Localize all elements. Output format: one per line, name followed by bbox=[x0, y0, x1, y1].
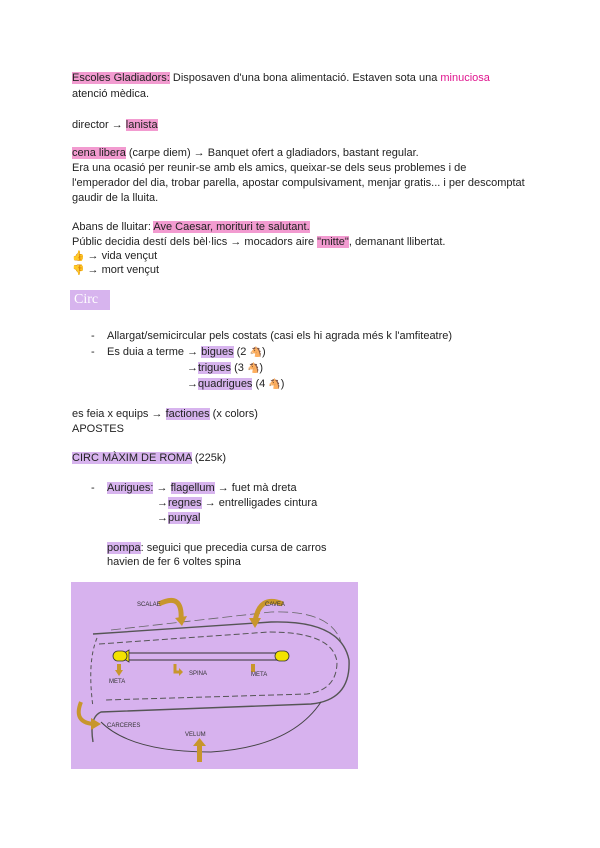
highlight-ave: Ave Caesar, morituri te salutant. bbox=[153, 221, 310, 233]
abans-line: Abans de lluitar: Ave Caesar, morituri te salutant. bbox=[72, 221, 310, 233]
horse-icon: 🐴 bbox=[268, 379, 281, 390]
highlight-circ-maxim: CIRC MÀXIM DE ROMA bbox=[72, 452, 192, 464]
highlight-quadrigues: quadrigues bbox=[198, 378, 253, 390]
bullet-2-quadrigues: →quadrigues (4 🐴) bbox=[187, 378, 285, 390]
meta-right-arrow bbox=[251, 664, 255, 672]
bullet-2-trigues: →trigues (3 🐴) bbox=[187, 362, 264, 374]
highlight-factiones: factiones bbox=[165, 408, 210, 420]
label-velum: VELUM bbox=[185, 732, 206, 738]
velum-arrow bbox=[197, 744, 202, 762]
highlight-escoles: Escoles Gladiadors: bbox=[72, 72, 170, 84]
label-meta-left: META bbox=[109, 679, 126, 685]
bullet-2: Es duia a terme → bigues (2 🐴) bbox=[107, 346, 266, 358]
public-line: Públic decidia destí dels bèl·lics → mocadors aire "mitte", demanant llibertat. bbox=[72, 236, 446, 248]
factiones-line: es feia x equips → factiones (x colors) bbox=[72, 408, 258, 420]
label-scalae: SCALAE bbox=[137, 602, 161, 608]
aurigues-line-3: →punyal bbox=[157, 512, 201, 524]
label-cavea: CAVEA bbox=[265, 602, 285, 608]
intro-line-1: Escoles Gladiadors: Disposaven d'una bona alimentació. Estaven sota una minuciosa bbox=[72, 72, 490, 84]
circ-heading: Circ bbox=[70, 290, 110, 310]
bullet-marker-2: - bbox=[91, 346, 95, 358]
aurigues-line-1: Aurigues: → flagellum → fuet mà dreta bbox=[107, 482, 297, 494]
thumbs-up-line: 👍 → vida vençut bbox=[72, 250, 158, 262]
director-line: director → lanista bbox=[72, 119, 158, 131]
pompa-line-1: pompa: seguici que precedia cursa de carros bbox=[107, 542, 327, 554]
meta-right-cap bbox=[275, 651, 289, 661]
apostes-line: APOSTES bbox=[72, 423, 124, 435]
thumbs-down-line: 👎 → mort vençut bbox=[72, 264, 160, 276]
circus-diagram bbox=[71, 582, 358, 769]
bullet-marker-3: - bbox=[91, 482, 95, 494]
highlight-punyal: punyal bbox=[168, 512, 201, 524]
label-carceres: CARCERES bbox=[107, 723, 141, 729]
highlight-aurigues: Aurigues: bbox=[107, 482, 154, 494]
highlight-pompa: pompa bbox=[107, 542, 141, 554]
cena-line-3: l'emperador del dia, trobar parella, apostar compulsivament, menjar gratis... i per descomptat bbox=[72, 177, 525, 189]
intro-line-2: atenció mèdica. bbox=[72, 88, 150, 100]
cena-line-4: gaudir de la lluita. bbox=[72, 192, 159, 204]
label-spina: SPINA bbox=[189, 671, 208, 677]
label-meta-right: META bbox=[251, 672, 268, 678]
horse-icon: 🐴 bbox=[249, 347, 262, 358]
horse-icon: 🐴 bbox=[246, 363, 260, 374]
thumbs-down-icon: 👎 bbox=[72, 265, 85, 276]
bullet-marker-1: - bbox=[91, 330, 95, 342]
pink-word: minuciosa bbox=[440, 72, 490, 84]
cena-line-2: Era una ocasió per reunir-se amb els amics, queixar-se dels seus problemes i de bbox=[72, 162, 467, 174]
bullet-1: Allargat/semicircular pels costats (casi els hi agrada més k l'amfiteatre) bbox=[107, 330, 453, 342]
highlight-cena: cena libera bbox=[72, 147, 126, 159]
highlight-mitte: "mitte" bbox=[317, 236, 349, 248]
highlight-flagellum: flagellum bbox=[170, 482, 215, 494]
meta-left-cap bbox=[113, 651, 127, 661]
diagram-background bbox=[71, 582, 358, 769]
highlight-lanista: lanista bbox=[125, 119, 158, 131]
thumbs-up-icon: 👍 bbox=[72, 251, 85, 262]
highlight-trigues: trigues bbox=[198, 362, 232, 374]
pompa-line-2: havien de fer 6 voltes spina bbox=[107, 556, 241, 568]
meta-left-arrow bbox=[117, 664, 121, 670]
cena-line-1: cena libera (carpe diem) → Banquet ofert a gladiadors, bastant regular. bbox=[72, 147, 419, 159]
circ-maxim-line: CIRC MÀXIM DE ROMA (225k) bbox=[72, 452, 227, 464]
highlight-bigues: bigues bbox=[201, 346, 234, 358]
highlight-regnes: regnes bbox=[168, 497, 202, 509]
aurigues-line-2: →regnes → entrelligades cintura bbox=[157, 497, 318, 509]
